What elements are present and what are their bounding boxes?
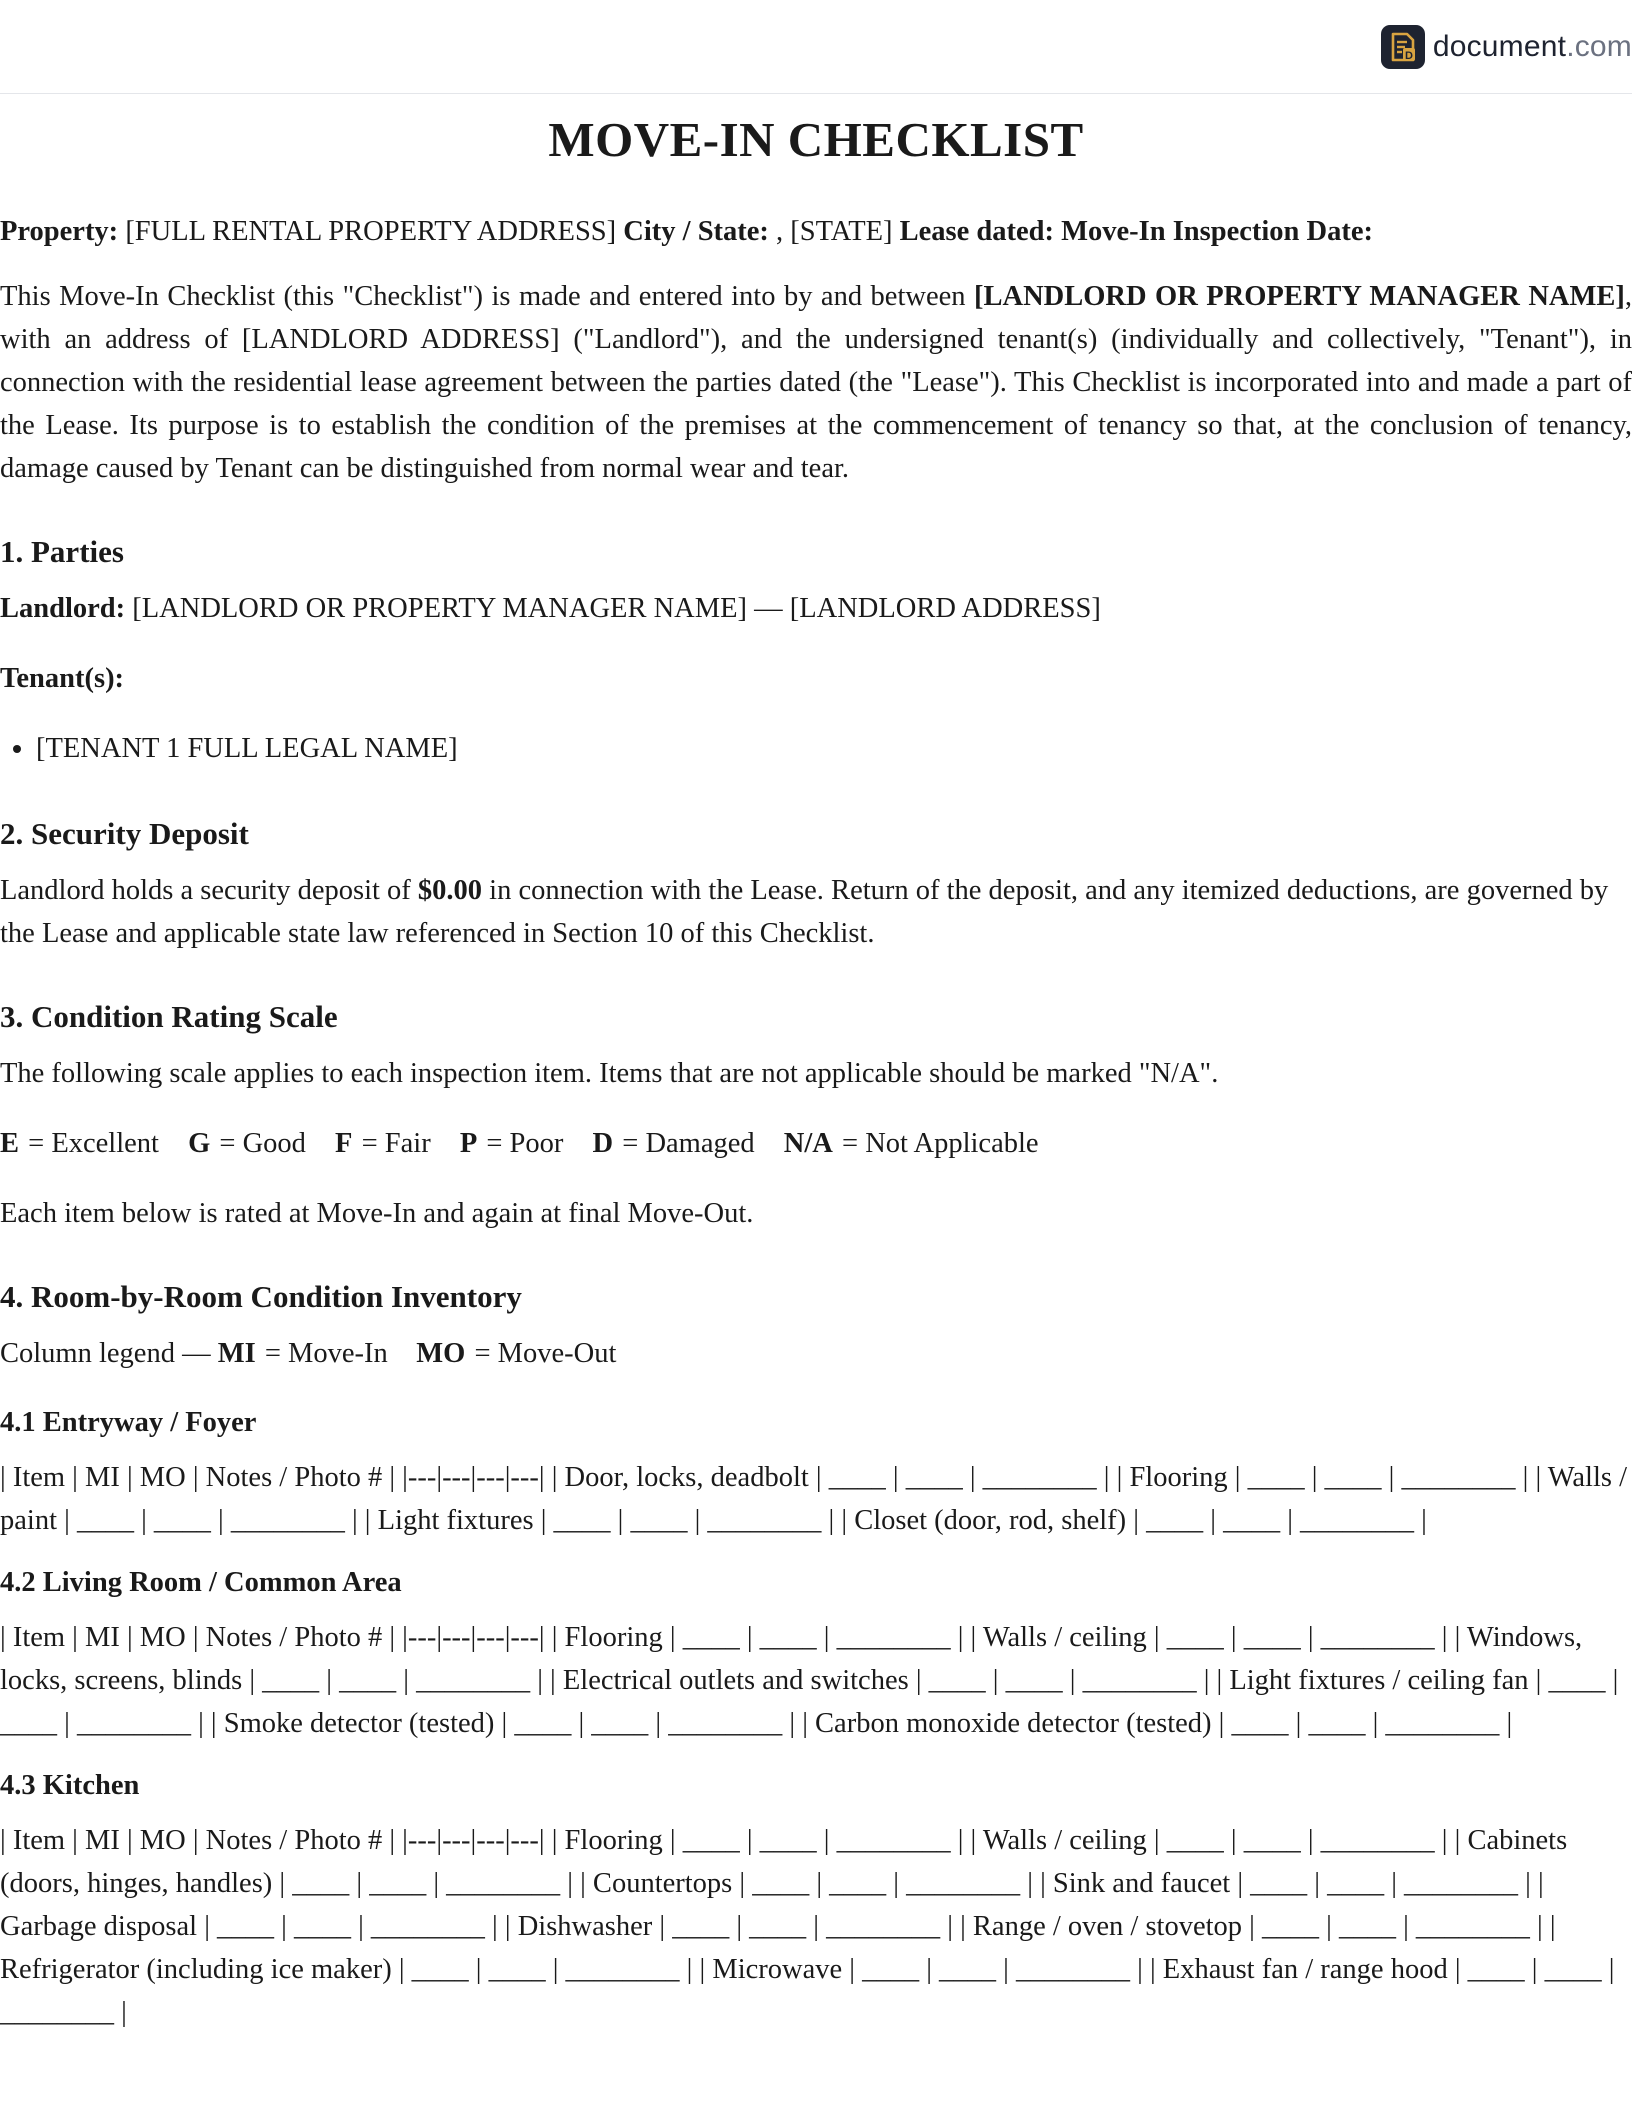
scale-meaning: = Damaged	[615, 1128, 755, 1159]
intro-text-2: , with an address of [LANDLORD ADDRESS] ("Landlord"), and the undersigned tenant(s) (individually and collectively, "Tenant"), in connection with the residential lease agreement between the parties dated (the "Lease"). This Checklist is incorporated into and made a part of the Lease. Its purpose is to establish the condition of the premises at the commencement of tenancy so that, at the conclusion of tenancy, damage caused by Tenant can be distinguished from normal wear and tear.	[0, 281, 1632, 484]
scale-item-fair	[335, 1128, 431, 1159]
scale-item-not-applicable	[784, 1128, 1039, 1159]
section-heading-room-inventory: 4. Room-by-Room Condition Inventory	[0, 1279, 522, 1314]
room-heading-entryway: 4.1 Entryway / Foyer	[0, 1407, 257, 1438]
rating-scale-note: Each item below is rated at Move-In and again at final Move-Out.	[0, 1198, 754, 1229]
legend-prefix: Column legend —	[0, 1338, 218, 1369]
svg-text:D: D	[1404, 50, 1413, 62]
tenant-list-item: • [TENANT 1 FULL LEGAL NAME]	[36, 727, 1632, 770]
city-state-value: , [STATE]	[768, 216, 900, 247]
scale-meaning: = Not Applicable	[834, 1128, 1039, 1159]
landlord-value: [LANDLORD OR PROPERTY MANAGER NAME] — [LANDLORD ADDRESS]	[125, 593, 1101, 624]
landlord-line	[0, 587, 1632, 630]
scale-item-good	[188, 1128, 306, 1159]
intro-paragraph	[0, 275, 1632, 490]
section-heading-rating-scale: 3. Condition Rating Scale	[0, 999, 338, 1034]
scale-meaning: = Fair	[354, 1128, 431, 1159]
security-deposit-paragraph	[0, 869, 1632, 955]
scale-item-excellent	[0, 1128, 159, 1159]
room-table-living-room: | Item | MI | MO | Notes / Photo # | |---|---|---|---| | Flooring | ____ | ____ | ________ | | Walls / ceiling | ____ | ____ | ________ | | Windows, locks, screens, blinds | ____ | ____ | ________ | | Electrical outlets and switches | ____ | ____ | ________ | | Light fixtures / ceiling fan | ____ | ____ | ________ | | Smoke detector (tested) | ____ | ____ | ________ | | Carbon monoxide detector (tested) | ____ | ____ | ________ |	[0, 1622, 1619, 1739]
brand-name	[1433, 30, 1632, 64]
rating-scale-row	[0, 1122, 1632, 1165]
scale-item-damaged	[593, 1128, 755, 1159]
intro-text-1: This Move-In Checklist (this "Checklist") is made and entered into by and between	[0, 281, 974, 312]
brand-name-tld: .com	[1566, 30, 1632, 63]
deposit-text-before: Landlord holds a security deposit of	[0, 875, 418, 906]
lease-dated-label: Lease dated:	[899, 216, 1054, 247]
property-meta-line	[0, 210, 1632, 253]
tenants-label-text: Tenant(s):	[0, 663, 125, 694]
legend-mo-code: MO	[416, 1338, 466, 1369]
brand-name-main: document	[1432, 30, 1567, 63]
scale-meaning: = Poor	[479, 1128, 564, 1159]
document-body	[0, 110, 1632, 2054]
scale-item-poor	[460, 1128, 564, 1159]
scale-meaning: = Good	[212, 1128, 306, 1159]
legend-mi: = Move-In	[257, 1338, 388, 1369]
scale-code: D	[592, 1128, 614, 1159]
scale-code: N/A	[783, 1128, 833, 1159]
room-heading-kitchen: 4.3 Kitchen	[0, 1770, 140, 1801]
room-table-entryway: | Item | MI | MO | Notes / Photo # | |---|---|---|---| | Door, locks, deadbolt | ____ | ____ | ________ | | Flooring | ____ | ____ | ________ | | Walls / paint | ____ | ____ | ________ | | Light fixtures | ____ | ____ | ________ | | Closet (door, rod, shelf) | ____ | ____ | ________ |	[0, 1462, 1627, 1536]
property-value: [FULL RENTAL PROPERTY ADDRESS]	[118, 216, 624, 247]
scale-code: E	[0, 1128, 20, 1159]
scale-code: F	[335, 1128, 353, 1159]
property-label: Property:	[0, 216, 119, 247]
deposit-text-after: in connection with the Lease. Return of the deposit, and any itemized deductions, are governed by the Lease and applicable state law referenced in Section 10 of this Checklist.	[0, 875, 1609, 949]
inspection-date-label: Move-In Inspection Date:	[1053, 216, 1373, 247]
scale-meaning: = Excellent	[21, 1128, 159, 1159]
document-title: MOVE-IN CHECKLIST	[548, 112, 1084, 167]
rating-scale-intro: The following scale applies to each inspection item. Items that are not applicable should be marked "N/A".	[0, 1058, 1219, 1089]
brand[interactable]	[1381, 25, 1632, 69]
column-legend	[0, 1332, 1632, 1375]
intro-landlord-name: [LANDLORD OR PROPERTY MANAGER NAME]	[973, 281, 1625, 312]
room-heading-living-room: 4.2 Living Room / Common Area	[0, 1567, 402, 1598]
legend-mo: = Move-Out	[467, 1338, 617, 1369]
document-logo-icon	[1381, 25, 1425, 69]
landlord-label: Landlord:	[0, 593, 126, 624]
tenants-label	[0, 657, 1632, 700]
deposit-amount: $0.00	[417, 875, 483, 906]
scale-code: G	[188, 1128, 211, 1159]
scale-code: P	[459, 1128, 478, 1159]
legend-mi-code: MI	[217, 1338, 256, 1369]
tenant-list	[0, 727, 1632, 770]
room-table-kitchen: | Item | MI | MO | Notes / Photo # | |---|---|---|---| | Flooring | ____ | ____ | ________ | | Walls / ceiling | ____ | ____ | ________ | | Cabinets (doors, hinges, handles) | ____ | ____ | ________ | | Countertops | ____ | ____ | ________ | | Sink and faucet | ____ | ____ | ________ | | Garbage disposal | ____ | ____ | ________ | | Dishwasher | ____ | ____ | ________ | | Range / oven / stovetop | ____ | ____ | ________ | | Refrigerator (including ice maker) | ____ | ____ | ________ | | Microwave | ____ | ____ | ________ | | Exhaust fan / range hood | ____ | ____ | ________ |	[0, 1825, 1615, 2028]
section-heading-security-deposit: 2. Security Deposit	[0, 816, 249, 851]
section-heading-parties: 1. Parties	[0, 534, 124, 569]
top-bar	[0, 0, 1632, 94]
city-state-label: City / State:	[623, 216, 769, 247]
